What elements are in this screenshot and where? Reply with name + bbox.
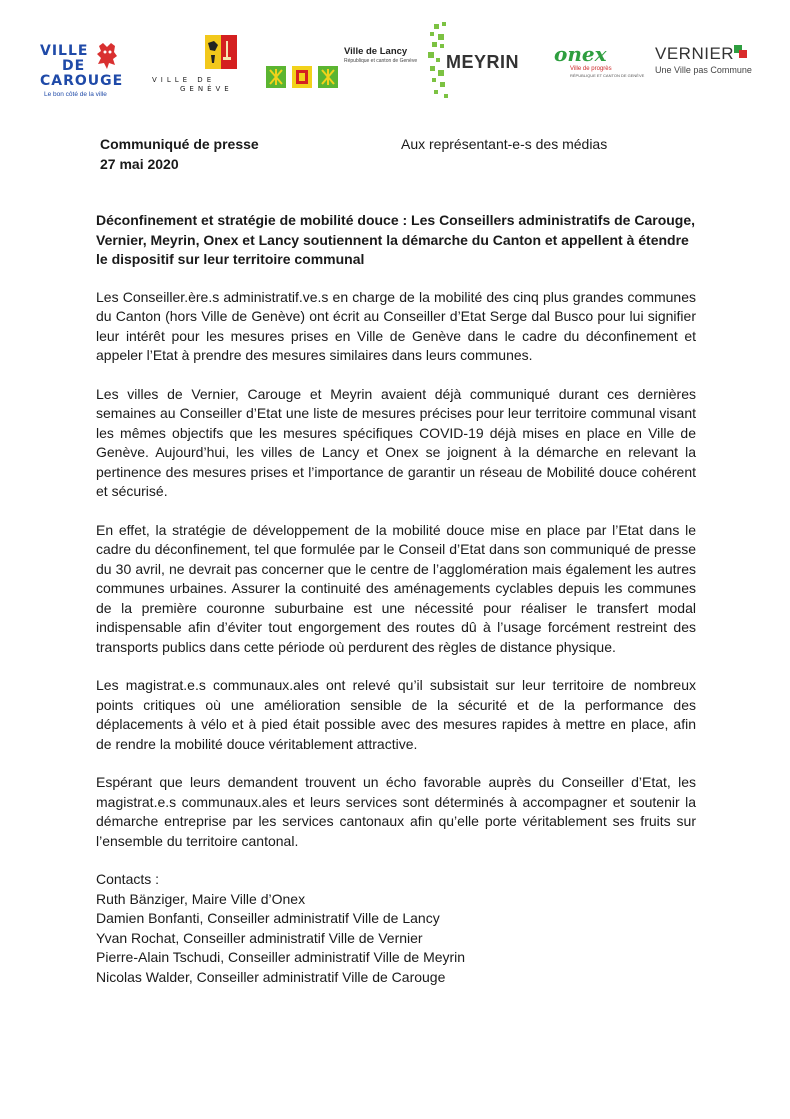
vernier-red-square-icon [739,50,747,58]
geneve-logo-line2: GENÈVE [180,85,233,93]
contact-person: Yvan Rochat, Conseiller administratif Ville de Vernier [96,929,423,946]
logo-carouge [40,42,135,104]
press-release-label: Communiqué de presse [100,136,259,152]
carouge-logo-line2: DE [62,58,86,74]
lancy-coat-of-arms-icon [262,42,342,94]
paragraph: Les villes de Vernier, Carouge et Meyrin avaient déjà communiqué durant ces dernières semaines au Conseiller d’Etat une liste de mesures précises pour leur territoire communal visant les mêmes objectifs que les mesures spécifiques COVID-19 déjà mises en place en Ville de Genève. Aujourd’hui, les villes de Lancy et Onex se joignent à la démarche en relevant la pertinence des mesures prises et l’importance de garantir un réseau de Mobilité douce cohérent et sécurisé. [96,385,696,499]
contact-person: Nicolas Walder, Conseiller administratif Ville de Carouge [96,968,446,985]
logo-banner [0,0,790,110]
logo-geneve [152,33,242,95]
lion-emblem-icon [94,42,120,70]
logo-vernier [655,44,755,84]
recipients-label: Aux représentant-e-s des médias [401,136,608,152]
press-release-body [96,211,696,987]
lancy-logo-subtitle: République et canton de Genève [344,58,418,64]
contacts-heading: Contacts : [96,871,160,887]
onex-logo-subtitle: Ville de progrès [570,66,612,72]
logo-meyrin [428,22,534,102]
paragraph: Espérant que leurs demandent trouvent un écho favorable auprès du Conseiller d’Etat, les magistrat.e.s communaux.ales et leurs services sont déterminés à accompagner et soutenir la démarche entreprise par les services cantonaux afin qu’elle porte véritablement ses fruits sur l’ensemble du territoire cantonal. [96,774,696,849]
logo-lancy [262,42,418,94]
meyrin-logo-name: MEYRIN [446,52,520,72]
contacts-section [96,870,696,987]
carouge-tagline: Le bon côté de la ville [44,91,107,98]
contact-person: Pierre-Alain Tschudi, Conseiller administratif Ville de Meyrin [96,949,466,965]
paragraph: Les Conseiller.ère.s administratif.ve.s en charge de la mobilité des cinq plus grandes communes du Canton (hors Ville de Genève) ont écrit au Conseiller d’Etat Serge dal Busco pour lui signifier leur intérêt pour les mesures prises en Ville de Genève dans le cadre du déconfinement et appeler l’Etat à prendre des mesures similaires dans leurs communes. [96,288,696,363]
carouge-logo-line1: VILLE [40,43,89,59]
logo-onex [550,42,645,84]
press-release-date: 27 mai 2020 [100,156,179,172]
vernier-logo-name: VERNIER [655,44,735,63]
vernier-logo-subtitle: Une Ville pas Commune [655,65,752,75]
lancy-logo-name: Ville de Lancy [344,46,408,57]
onex-logo-name: onex [554,42,607,66]
contact-person: Ruth Bänziger, Maire Ville d’Onex [96,890,306,907]
paragraph: En effet, la stratégie de développement de la mobilité douce mise en place par l’Etat dans le cadre du déconfinement, tel que formulée par le Conseil d’Etat dans son communiqué de presse du 30 avril, ne devrait pas concerner que le centre de l’agglomération mais également les autres communes urbaines. Assurer la continuité des aménagements cyclables depuis les communes de la première couronne suburbaine est une nécessité pour réaliser le transfert modal indispensable afin d’éviter tout engorgement des routes dû à l’usage forcément restreint des transports publics dans cette période où perdurent des règles de distance physique. [96,521,696,655]
press-release-title: Déconfinement et stratégie de mobilité douce : Les Conseillers administratifs de Carouge, Vernier, Meyrin, Onex et Lancy soutiennent la démarche du Canton et appellent à étendre le dispositif sur leur territoire communal [96,212,696,267]
paragraph: Les magistrat.e.s communaux.ales ont relevé qu’il subsistait sur leur territoire de nombreux points critiques où une amélioration sensible de la sécurité et de la performance des déplacements à vélo et à pied était possible avec des mesures rapides à mettre en place, afin de rendre la mobilité douce véritablement attractive. [96,677,696,752]
onex-logo-subtitle2: RÉPUBLIQUE ET CANTON DE GENÈVE [570,73,645,78]
carouge-logo-line3: CAROUGE [40,73,124,89]
geneve-logo-line1: VILLE DE [152,76,216,84]
geneve-coat-of-arms-icon [152,33,242,77]
contact-person: Damien Bonfanti, Conseiller administratif Ville de Lancy [96,910,440,926]
